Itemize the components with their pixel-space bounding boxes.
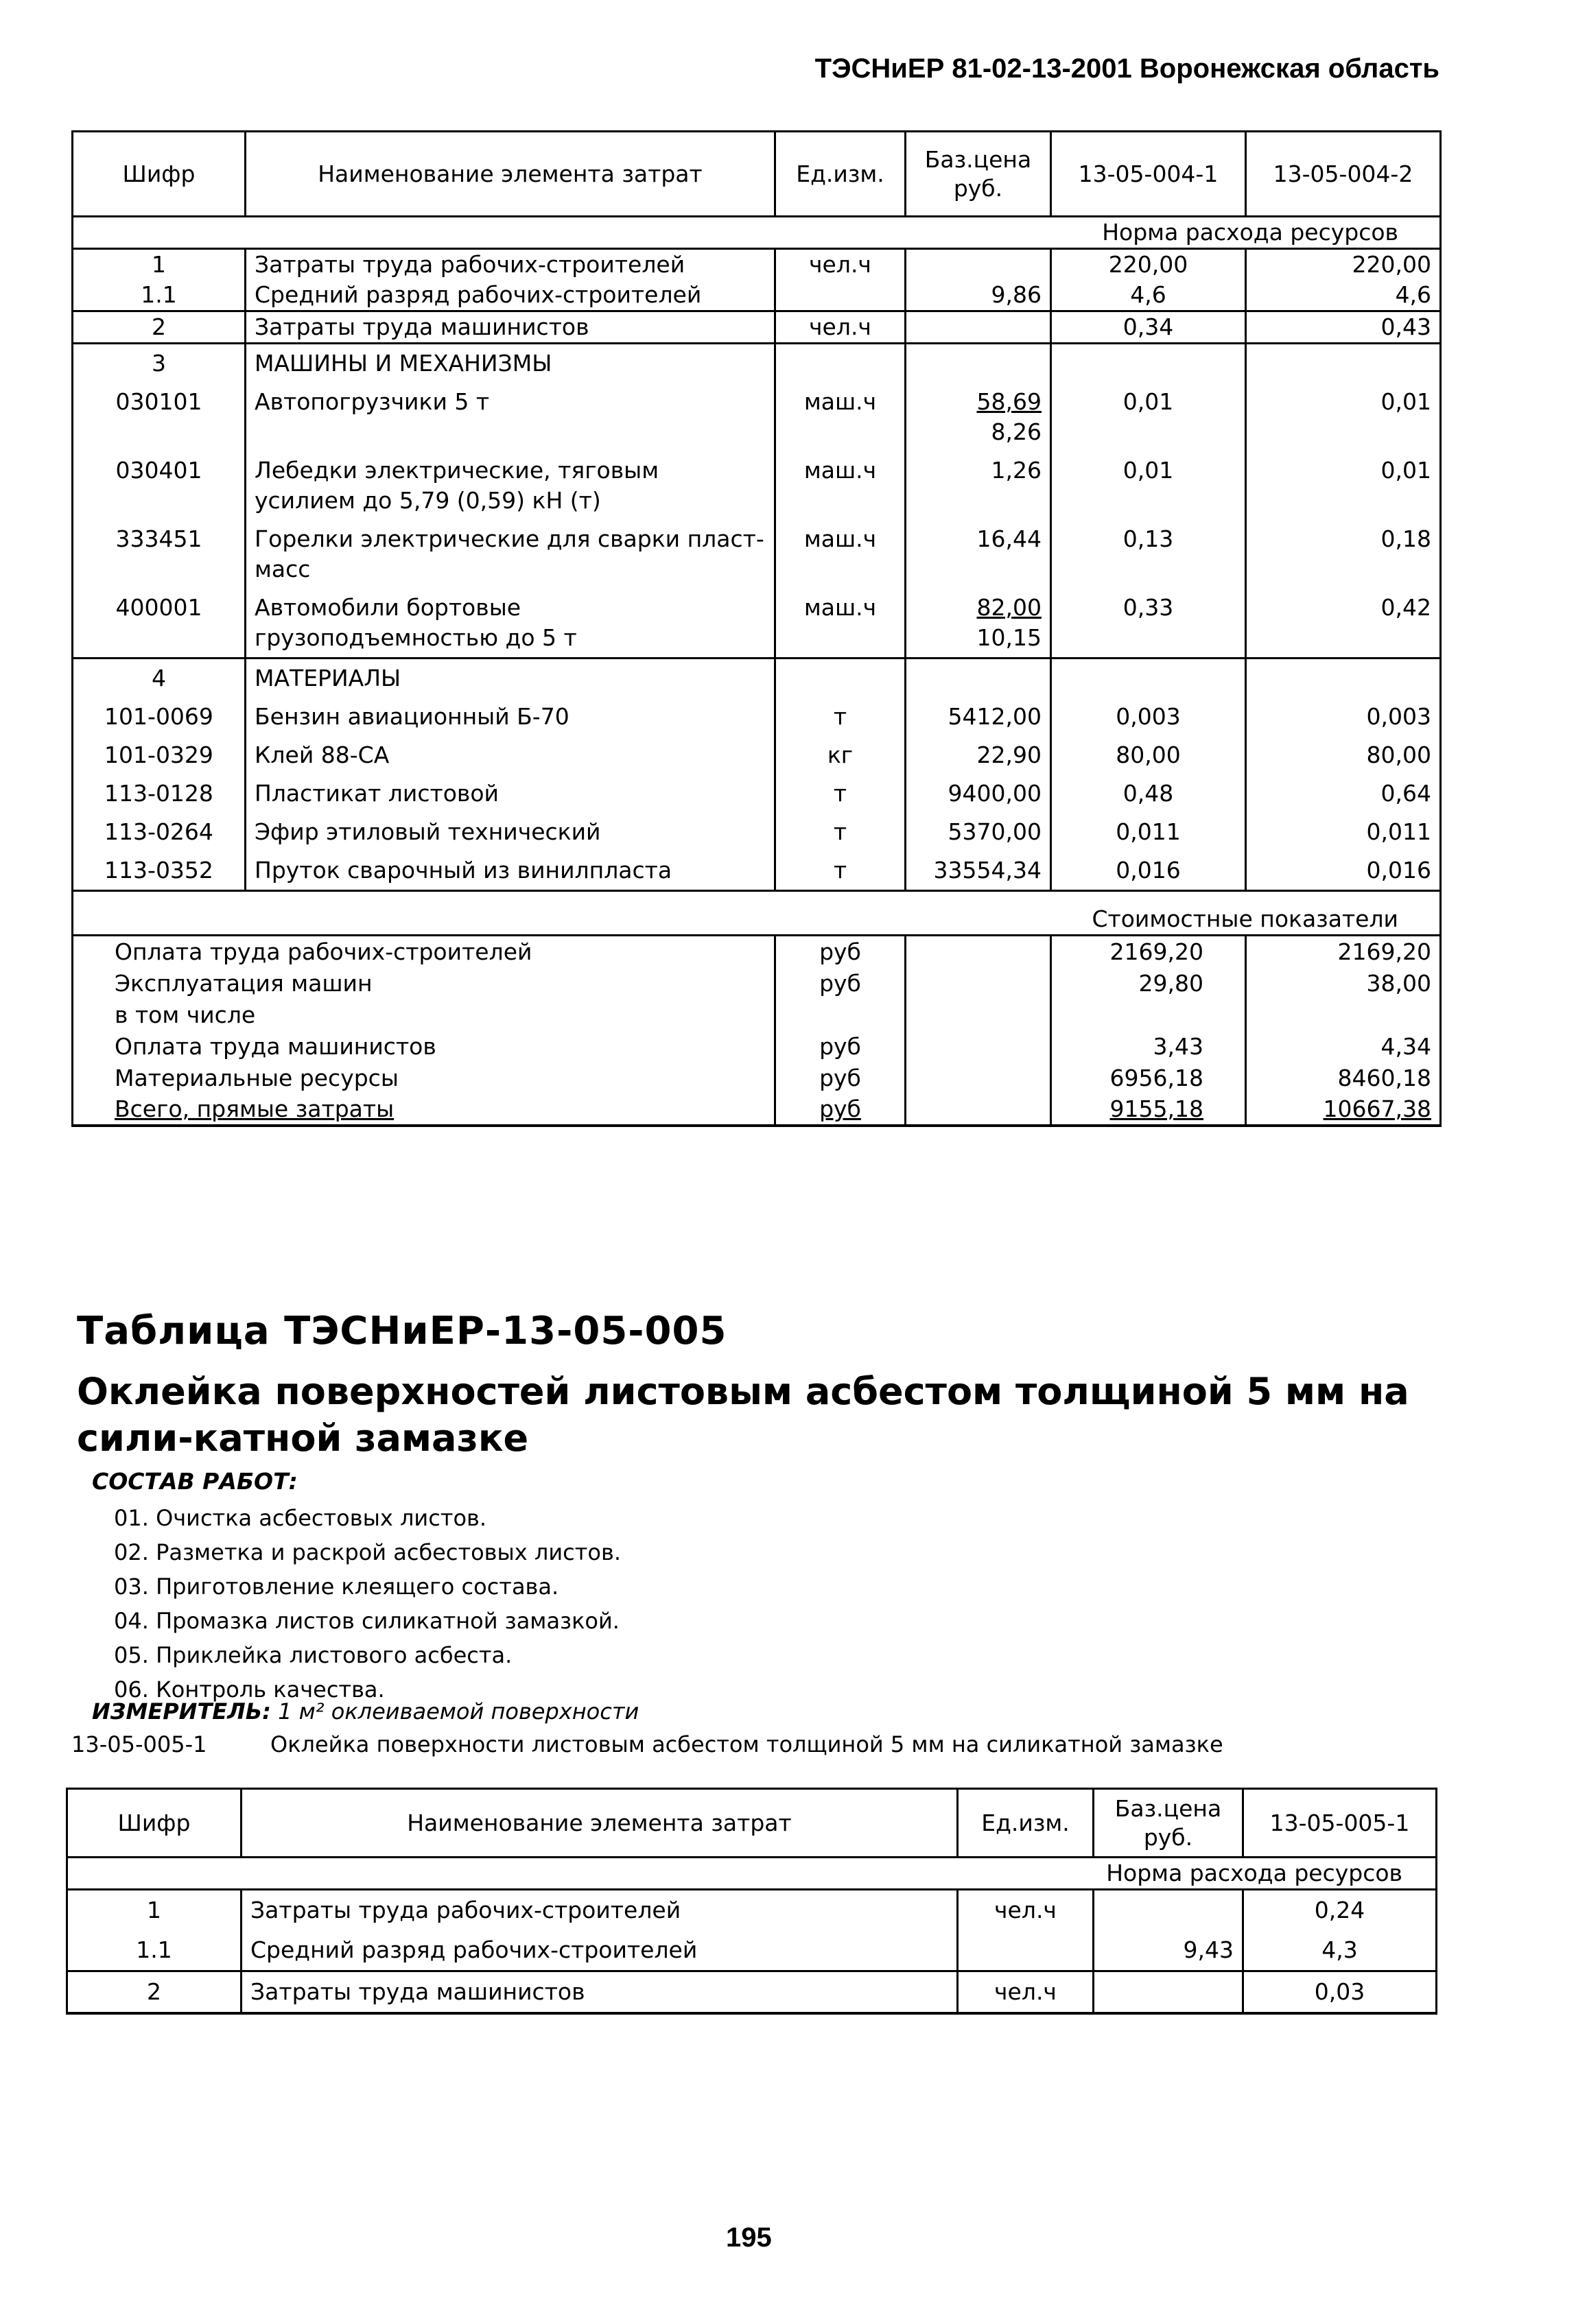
col-header-variant-1: 13-05-005-1 (1243, 1789, 1437, 1858)
table-row: 030101 Автопогрузчики 5 т маш.ч 58,69 8,26 0,01 0,01 (73, 383, 1441, 451)
list-item: 03. Приготовление клеящего состава. (114, 1574, 559, 1600)
list-item: 06. Контроль качества. (114, 1676, 385, 1703)
cost-row: Материальные ресурсы руб 6956,18 8460,18 (73, 1063, 1441, 1094)
table-row: 4 МАТЕРИАЛЫ (73, 659, 1441, 698)
work-composition-label: СОСТАВ РАБОТ: (92, 1468, 298, 1495)
table-row: 101-0329 Клей 88-СА кг 22,90 80,00 80,00 (73, 736, 1441, 774)
col-header-price: Баз.цена руб. (1094, 1789, 1243, 1858)
list-item: 01. Очистка асбестовых листов. (114, 1505, 487, 1531)
col-header-variant-2: 13-05-004-2 (1246, 132, 1441, 217)
table-row: 030401 Лебедки электрические, тяговым усилием до 5,79 (0,59) кН (т) маш.ч 1,26 0,01 0,01 (73, 451, 1441, 520)
col-header-name: Наименование элемента затрат (246, 132, 775, 217)
list-item: 05. Приклейка листового асбеста. (114, 1642, 513, 1668)
measure-text: 1 м² оклеиваемой поверхности (278, 1698, 639, 1724)
table-row: 113-0352 Пруток сварочный из винилпласта т 33554,34 0,016 0,016 (73, 851, 1441, 891)
table-title: Таблица ТЭСНиЕР-13-05-005 (77, 1309, 727, 1353)
table-row: 3 МАШИНЫ И МЕХАНИЗМЫ (73, 344, 1441, 383)
resource-table-13-05-005 (66, 1788, 1437, 2015)
section-title: Оклейка поверхностей листовым асбестом толщиной 5 мм на сили-катной замазке (77, 1370, 1409, 1460)
table-row: 1 Затраты труда рабочих-строителей чел.ч 0,24 (67, 1890, 1437, 1931)
col-header-unit: Ед.изм. (958, 1789, 1094, 1858)
col-header-variant-1: 13-05-004-1 (1051, 132, 1246, 217)
norm-code: 13-05-005-1 (71, 1731, 207, 1757)
norm-description: Оклейка поверхности листовым асбестом толщиной 5 мм на силикатной замазке (270, 1731, 1223, 1757)
list-item: 04. Промазка листов силикатной замазкой. (114, 1608, 620, 1634)
norm-code-line (71, 1731, 1223, 1757)
table-row: 113-0128 Пластикат листовой т 9400,00 0,48 0,64 (73, 774, 1441, 813)
table-row: 1.1 Средний разряд рабочих-строителей 9,86 4,6 4,6 (73, 280, 1441, 311)
table-row: 101-0069 Бензин авиационный Б-70 т 5412,00 0,003 0,003 (73, 698, 1441, 736)
work-list (114, 1501, 621, 1707)
table-row: 333451 Горелки электрические для сварки пласт-масс маш.ч 16,44 0,13 0,18 (73, 520, 1441, 589)
cost-row: в том числе (73, 999, 1441, 1031)
cost-row: Эксплуатация машин руб 29,80 38,00 (73, 968, 1441, 999)
table-row: 1.1 Средний разряд рабочих-строителей 9,43 4,3 (67, 1930, 1437, 1971)
cost-label: Стоимостные показатели (73, 891, 1441, 936)
resource-table-13-05-004 (71, 130, 1442, 1127)
norm-label: Норма расхода ресурсов (67, 1858, 1437, 1890)
cost-row: Всего, прямые затраты руб 9155,18 10667,38 (73, 1094, 1441, 1126)
cost-row: Оплата труда машинистов руб 3,43 4,34 (73, 1031, 1441, 1063)
measure-line (92, 1698, 639, 1724)
table-row: 2 Затраты труда машинистов чел.ч 0,34 0,43 (73, 311, 1441, 344)
table-row: 113-0264 Эфир этиловый технический т 5370,00 0,011 0,011 (73, 813, 1441, 851)
table-row: 2 Затраты труда машинистов чел.ч 0,03 (67, 1971, 1437, 2014)
running-header: ТЭСНиЕР 81-02-13-2001 Воронежская область (814, 54, 1439, 84)
col-header-unit: Ед.изм. (775, 132, 906, 217)
table-row: 400001 Автомобили бортовые грузоподъемностью до 5 т маш.ч 82,00 10,15 0,33 0,42 (73, 589, 1441, 659)
measure-label: ИЗМЕРИТЕЛЬ: (92, 1698, 271, 1724)
table-row: 1 Затраты труда рабочих-строителей чел.ч 220,00 220,00 (73, 249, 1441, 281)
page-number: 195 (726, 2222, 772, 2253)
norm-label: Норма расхода ресурсов (73, 217, 1441, 249)
col-header-name: Наименование элемента затрат (242, 1789, 958, 1858)
col-header-price: Баз.цена руб. (906, 132, 1051, 217)
col-header-code: Шифр (73, 132, 246, 217)
cost-row: Оплата труда рабочих-строителей руб 2169,20 2169,20 (73, 936, 1441, 969)
list-item: 02. Разметка и раскрой асбестовых листов. (114, 1539, 621, 1565)
col-header-code: Шифр (67, 1789, 242, 1858)
